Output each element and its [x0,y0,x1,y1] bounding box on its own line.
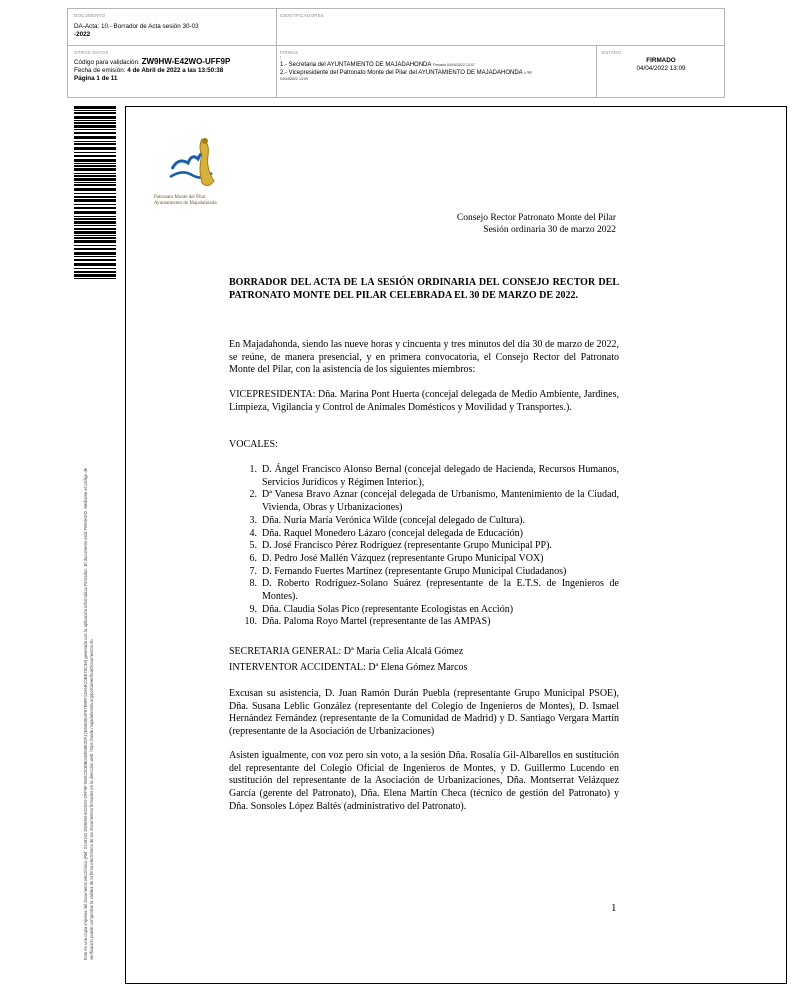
vocal-item [229,515,619,528]
session-meta: Consejo Rector Patronato Monte del Pilar Sesión ordinaria 30 de marzo 2022 [456,213,616,235]
vocal-item [229,604,619,617]
documento-cell [74,13,270,39]
firmas-label: FIRMAS [280,50,299,55]
estado-label: ESTADO [602,50,622,55]
document-header [67,8,725,98]
vocal-item [229,528,619,541]
page-number: 1 [611,902,617,914]
documento-value: DA-Acta: 10.- Borrador de Acta sesión 30-03 -2022 [74,23,199,38]
vocal-item [229,553,619,566]
vocal-number: 5. [249,540,257,552]
fecha-emision: Fecha de emisión: 4 de Abril de 2022 a las 13:50:38 [74,67,224,74]
document-page [125,106,787,984]
vocal-number: 3. [249,514,257,526]
vocales-list [229,464,619,629]
vocal-text: D. Ángel Francisco Alonso Bernal (concejal delegado de Hacienda, Recursos Humanos, Servicios Jurídicos y Régimen Interior.), [262,464,619,488]
vocal-number: 8. [249,578,257,590]
vocal-text: Dña. Paloma Royo Martel (representante de las AMPAS) [262,616,491,628]
vocal-number: 4. [249,527,257,539]
document-title: BORRADOR DEL ACTA DE LA SESIÓN ORDINARIA DEL CONSEJO RECTOR DEL PATRONATO MONTE DEL PILAR CELEBRADA EL 30 DE MARZO DE 2022. [229,277,619,301]
estado-date: 04/04/2022 13:09 [636,65,686,72]
firma-2-date: 04/04/2022 13:09 [280,77,308,81]
vocal-text: D. José Francisco Pérez Rodríguez (representante Grupo Municipal PP). [262,540,552,552]
pagina-info: Página 1 de 11 [74,75,118,82]
otros-datos-label: OTROS DATOS [74,50,109,55]
vocal-item [229,566,619,579]
vocal-text: D. Pedro José Mallén Vázquez (representante Grupo Municipal VOX) [262,552,544,564]
vocal-number: 7. [249,565,257,577]
intro-paragraph: En Majadahonda, siendo las nueve horas y cincuenta y tres minutos del día 30 de marzo de 2022, se reúne, de manera presencial, y en primera convocatoria, el Consejo Rector del Patronato Monte del Pilar, con la asistencia de los siguientes miembros: [229,339,619,376]
vocal-number: 1. [249,464,257,475]
identificadores-cell [280,13,710,18]
codigo-value[interactable]: ZW9HW-E42WO-UFF9P [141,57,231,66]
vocal-item [229,464,619,489]
vicepresidenta-paragraph: VICEPRESIDENTA: Dña. Marina Pont Huerta (concejal delegada de Medio Ambiente, Jardines, Limpieza, Vigilancia y Control de Animales Domésticos y Movilidad y Transportes.). [229,389,619,413]
vocal-text: Dª Vanesa Bravo Aznar (concejal delegada de Urbanismo, Mantenimiento de la Ciudad, Vivienda, Obras y Urbanizaciones) [262,489,619,514]
logo-text: Patronato Monte del Pilar Ayuntamiento de Majadahonda [154,195,217,206]
barcode [74,106,116,280]
firmas-cell: FIRMAS : 1.- Secretaria del AYUNTAMIENTO DE MAJADAHONDA Firmado 04/04/2022 13:07 2.- Vicepresidente del Patronato Monte del Pilar del AYUNTAMIENTO DE MAJADAHONDA V.ºBº 04/04/2022 13:09 [280,50,592,82]
vocal-number: 6. [249,552,257,564]
firma-2: 2.- Vicepresidente del Patronato Monte del Pilar del AYUNTAMIENTO DE MAJADAHONDA V.ºBº [280,70,533,76]
vocal-text: D. Roberto Rodríguez-Solano Suárez (representante de la E.T.S. de Ingenieros de Montes). [262,578,619,603]
excusan-paragraph: Excusan su asistencia, D. Juan Ramón Durán Puebla (representante Grupo Municipal PSOE), Dña. Susana Leblic González (representante del Colegio de Ingenieros de Montes), D. Ismael Hernández Fernández (representante de la Comunidad de Madrid) y D. Santiago Vergara Martín (representante de la Asociación de Urbanizaciones) [229,688,619,738]
vocal-text: Dña. Claudia Solas Pico (representante Ecologistas en Acción) [262,603,514,615]
documento-label: DOCUMENTO [74,13,106,18]
estado-cell [602,50,720,73]
vocal-number: 9. [249,603,257,615]
asisten-paragraph: Asisten igualmente, con voz pero sin voto, a la sesión Dña. Rosalía Gil-Albarellos en sustitución del representante del Colegio Oficial de Ingenieros de Montes, y D. Guillermo Lucendo en sustitución del representante de la Asociación de Urbanizaciones, Dña. Montserrat Velázquez García (gerente del Patronato), Dña. Elena Martín Checa (técnico de gestión del Patronato) y Dña. Sonsoles López Baltés (administrativo del Patronato). [229,750,619,812]
codigo-validacion: Código para validación: ZW9HW-E42WO-UFF9P [74,57,231,66]
vocal-text: D. Fernando Fuertes Martínez (representante Grupo Municipal Ciudadanos) [262,565,567,577]
interventor-line: INTERVENTOR ACCIDENTAL: Dª Elena Gómez Marcos [229,662,468,673]
vocales-heading: VOCALES: [229,439,278,450]
vocal-number: 10. [244,616,257,628]
otros-datos-cell [74,50,274,83]
vocal-item [229,616,619,629]
estado-value: FIRMADO [646,57,676,64]
secretaria-line: SECRETARIA GENERAL: Dª María Celia Alcalá Gómez [229,646,464,657]
vocal-number: 2. [249,489,257,501]
firma-1: 1.- Secretaria del AYUNTAMIENTO DE MAJADAHONDA Firmado 04/04/2022 13:07 [280,62,475,68]
vocal-item [229,540,619,553]
vocal-item [229,578,619,603]
vocal-item [229,489,619,514]
side-verification-text: Este es una copia impresa del documento electrónico (Ref: 2149162 ZW9HW-E42WO-UFF9P 0681CE38B01BF09E20F17E94E0E4F87E9FF13A6EC0BE75C39) generada con la aplicación informática Firmadoc. El documento está FIRMADO. Mediante el código de verificación puede comprobar la validez de la firma electrónica de los documentos firmados en la dirección web: https://sede.majadahonda.org/portal/verificarDocumentos.do [83,467,94,960]
vocal-text: Dña. Nuria María Verónica Wilde (concejal delegado de Cultura). [262,514,526,526]
identificadores-label: IDENTIFICADORES [280,13,325,18]
vocal-text: Dña. Raquel Monedero Lázaro (concejal delegada de Educación) [262,527,523,539]
